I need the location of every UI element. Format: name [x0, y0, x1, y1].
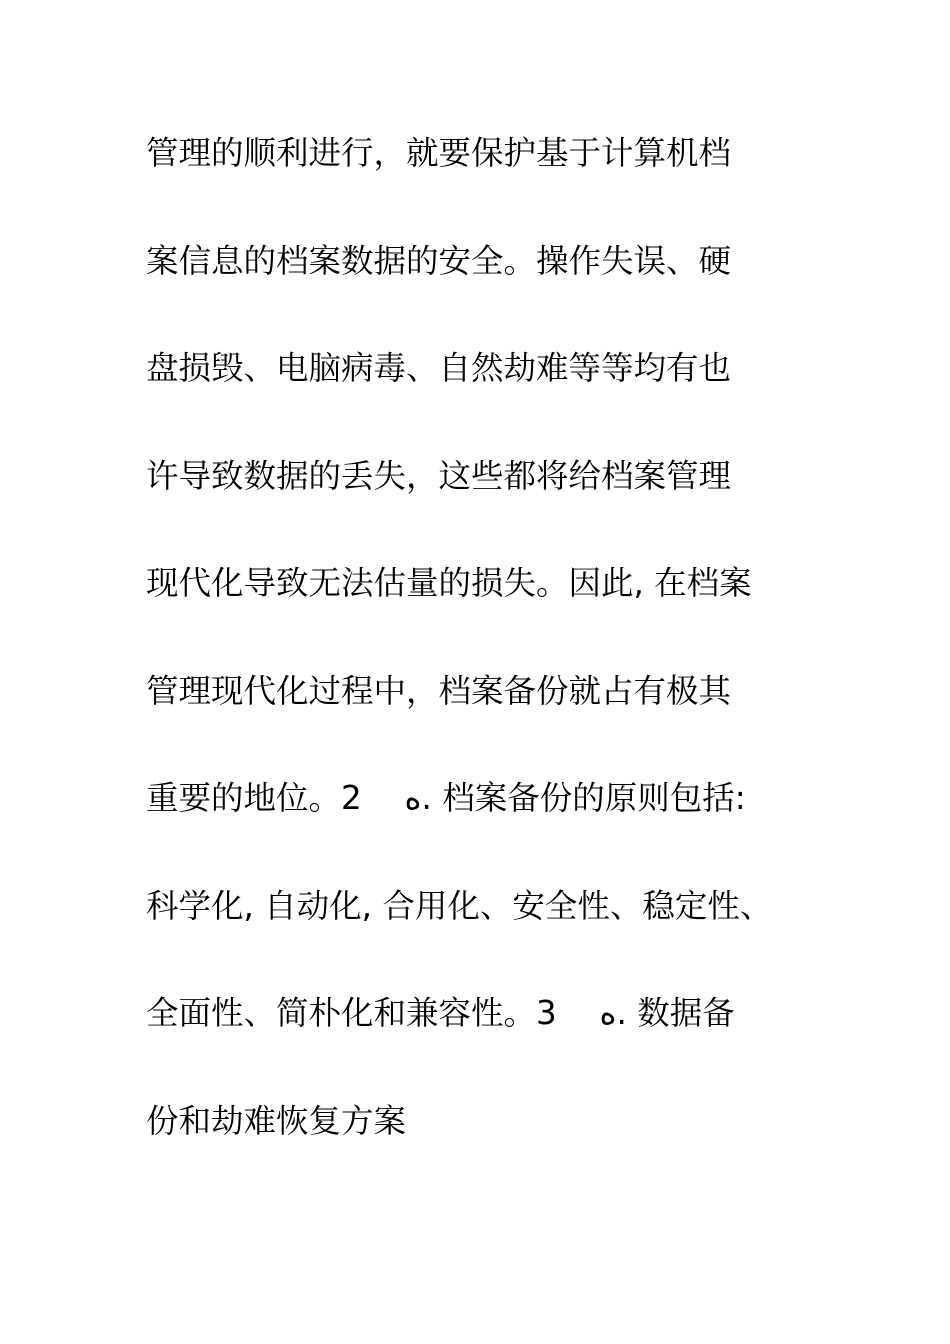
text-line: 现代化导致无法估量的损失。因此, 在档案: [146, 564, 752, 602]
text-line: 科学化, 自动化, 合用化、安全性、稳定性、: [146, 886, 773, 925]
text-line: 重要的地位。2 ه. 档案备份的原则包括:: [146, 779, 746, 817]
text-line: 份和劫难恢复方案: [146, 1101, 407, 1140]
text-line: 管理现代化过程中，档案备份就占有极其: [146, 671, 732, 710]
text-line: 全面性、简朴化和兼容性。3 ه. 数据备: [146, 994, 735, 1032]
text-line: 盘损毁、电脑病毒、自然劫难等等均有也: [146, 349, 732, 387]
text-line: 案信息的档案数据的安全。操作失误、硬: [146, 241, 732, 280]
text-line: 管理的顺利进行，就要保护基于计算机档: [146, 134, 732, 172]
body-text: [146, 124, 846, 1199]
text-line: 许导致数据的丢失，这些都将给档案管理: [146, 456, 732, 495]
